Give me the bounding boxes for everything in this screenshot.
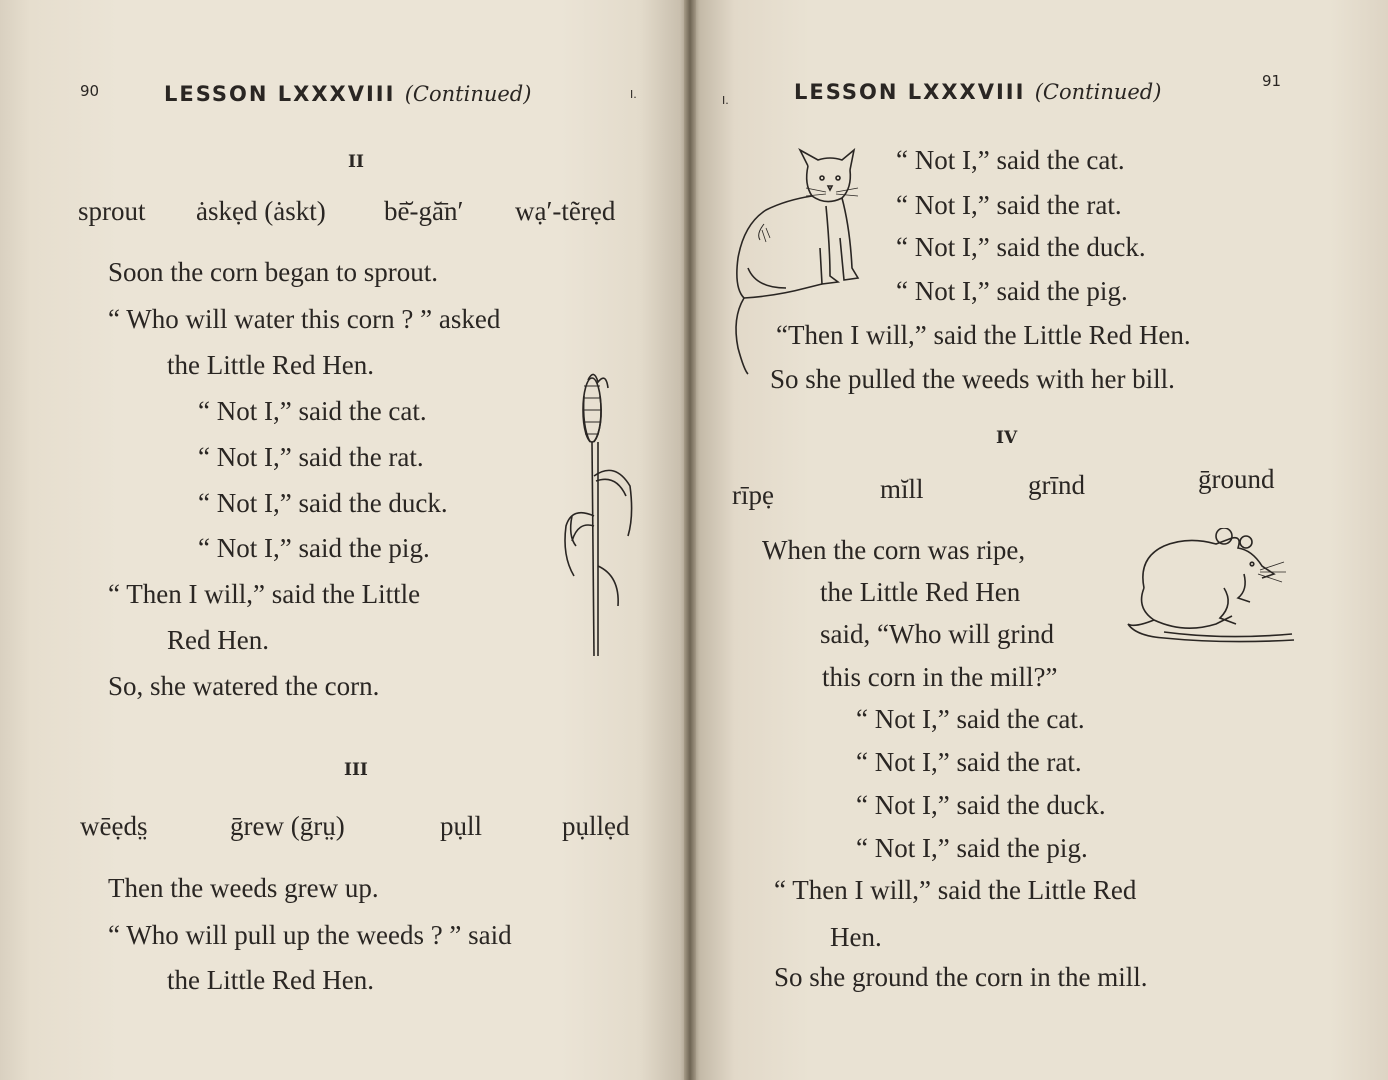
text-line: “ Then I will,” said the Little [108,579,421,609]
text-line: So she pulled the weeds with her bill. [770,364,1175,394]
vocab-word: ȧskẹd (ȧskt) [196,196,326,226]
vocab-word: bē̆-gă̄n′ [384,196,464,226]
book-gutter [684,0,696,1080]
vocab-word: mĭll [880,474,924,504]
margin-mark: I. [630,88,637,101]
text-line: “ Not I,” said the duck. [856,790,1106,820]
text-line: “ Not I,” said the rat. [198,442,424,472]
text-line: So, she watered the corn. [108,671,380,701]
text-line: When the corn was ripe, [762,535,1026,565]
text-line: Then the weeds grew up. [108,873,379,903]
vocab-word: pụll [440,811,483,841]
header-title: LESSON LXXXVIII [164,82,396,106]
section-numeral-iv: IV [996,428,1018,448]
text-line: “ Not I,” said the pig. [856,833,1088,863]
header-suffix: (Continued) [404,82,532,106]
header-suffix: (Continued) [1034,80,1162,104]
text-line: “ Not I,” said the rat. [856,747,1082,777]
page-number: 91 [1262,72,1282,90]
text-line: So she ground the corn in the mill. [774,962,1148,992]
right-page [690,0,1388,1080]
vocab-word: ḡround [1198,464,1275,494]
rat-illustration [1124,528,1300,652]
text-line: “ Who will pull up the weeds ? ” said [108,920,512,950]
text-line: Hen. [830,922,882,952]
text-line: “ Not I,” said the duck. [896,232,1146,262]
text-line: “ Not I,” said the pig. [198,533,430,563]
text-line: the Little Red Hen [820,577,1021,607]
text-line: “ Not I,” said the pig. [896,276,1128,306]
page-header [794,80,1161,104]
header-title: LESSON LXXXVIII [794,80,1026,104]
page-number: 90 [80,82,100,100]
margin-mark: I. [722,94,729,107]
text-line: Red Hen. [167,625,269,655]
text-line: “ Not I,” said the rat. [896,190,1122,220]
text-line: “ Not I,” said the cat. [198,396,427,426]
text-line: “ Who will water this corn ? ” asked [108,304,501,334]
vocab-word: wēẹds̤ [80,811,148,841]
text-line: Soon the corn began to sprout. [108,257,438,287]
section-numeral-iii: III [344,760,368,780]
text-line: the Little Red Hen. [167,350,374,380]
vocab-word: sprout [78,196,146,226]
vocab-word: pụllẹd [562,811,630,841]
vocab-word: wạ′-tẽrẹd [515,196,616,226]
text-line: “ Not I,” said the cat. [896,145,1125,175]
section-numeral-ii: II [348,152,364,172]
page-header [164,82,531,106]
vocab-word: ḡrew (ḡrṳ) [230,811,345,841]
text-line: “ Not I,” said the cat. [856,704,1085,734]
corn-stalk-illustration [560,366,644,662]
text-line: this corn in the mill?” [822,662,1058,692]
text-line: said, “Who will grind [820,619,1054,649]
text-line: “ Then I will,” said the Little Red [774,875,1137,905]
vocab-word: rīpẹ [732,480,774,510]
text-line: “Then I will,” said the Little Red Hen. [776,320,1191,350]
text-line: the Little Red Hen. [167,965,374,995]
text-line: “ Not I,” said the duck. [198,488,448,518]
vocab-word: grīnd [1028,470,1085,500]
left-page [0,0,690,1080]
